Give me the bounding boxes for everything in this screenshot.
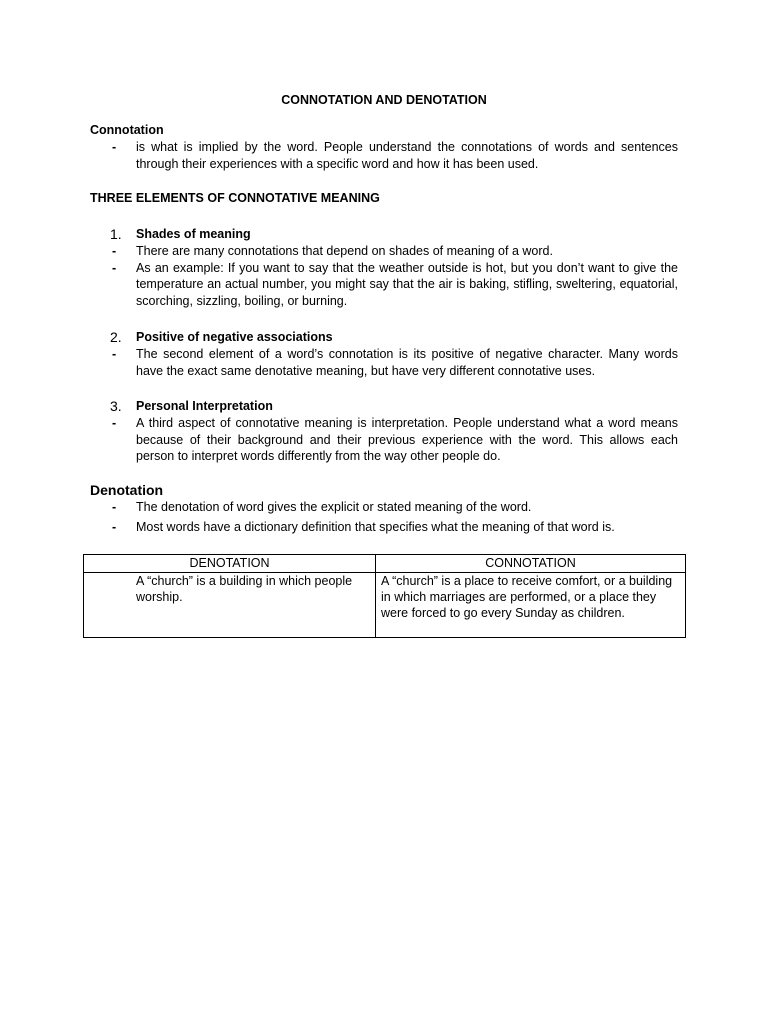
- connotation-section: [90, 122, 678, 172]
- table-cell-connotation: A “church” is a place to receive comfort, or a building in which marriages are performed, or a place they were forced to go every Sunday as children.: [376, 573, 686, 638]
- bullet-dash: -: [112, 519, 117, 534]
- element-3-bullet-1: [90, 415, 678, 465]
- bullet-text: A third aspect of connotative meaning is interpretation. People understand what a word means because of their background and their previous experience with the word. This allows each person to interpret words differently from the way other people do.: [136, 415, 678, 464]
- comparison-table: [83, 554, 686, 638]
- table-row: [84, 573, 686, 638]
- list-number: 2.: [110, 329, 122, 345]
- list-number: 3.: [110, 398, 122, 414]
- table-cell-denotation: A “church” is a building in which people worship.: [84, 573, 376, 638]
- bullet-dash: -: [112, 139, 117, 154]
- bullet-dash: -: [112, 346, 117, 361]
- denotation-bullet-1: [90, 499, 678, 516]
- bullet-dash: -: [112, 243, 117, 258]
- denotation-bullet-2: [90, 519, 678, 536]
- bullet-text: The second element of a word’s connotation is its positive of negative character. Many words have the exact same denotative meaning, but have very different connotative uses.: [136, 346, 678, 378]
- table-header-row: [84, 555, 686, 573]
- denotation-section: [90, 482, 678, 535]
- element-1-bullet-2: [90, 260, 678, 310]
- element-2-bullet-1: [90, 346, 678, 380]
- element-3-section: [90, 398, 678, 465]
- denotation-heading: Denotation: [90, 482, 164, 498]
- element-1-bullet-1: [90, 243, 678, 260]
- bullet-text: As an example: If you want to say that the weather outside is hot, but you don’t want to give the temperature an actual number, you might say that the air is baking, stifling, sweltering, equatorial, scorching, sizzling, boiling, or burning.: [136, 260, 678, 309]
- element-2-section: [90, 329, 678, 379]
- bullet-dash: -: [112, 415, 117, 430]
- element-1-title-item: [90, 226, 678, 243]
- connotation-definition: is what is implied by the word. People understand the connotations of words and sentences through their experiences with a specific word and how it has been used.: [136, 139, 678, 171]
- bullet-text: There are many connotations that depend on shades of meaning of a word.: [136, 243, 553, 258]
- table-header-denotation: DENOTATION: [84, 555, 376, 573]
- element-3-title-item: [90, 398, 678, 415]
- elements-heading: THREE ELEMENTS OF CONNOTATIVE MEANING: [90, 191, 380, 205]
- element-1-section: [90, 226, 678, 310]
- bullet-text: Most words have a dictionary definition that specifies what the meaning of that word is.: [136, 519, 615, 534]
- connotation-definition-item: [90, 139, 678, 173]
- table-header-connotation: CONNOTATION: [376, 555, 686, 573]
- element-1-title: Shades of meaning: [136, 227, 251, 241]
- bullet-dash: -: [112, 260, 117, 275]
- connotation-heading: Connotation: [90, 123, 164, 137]
- list-number: 1.: [110, 226, 122, 242]
- bullet-dash: -: [112, 499, 117, 514]
- element-2-title: Positive of negative associations: [136, 330, 333, 344]
- element-2-title-item: [90, 329, 678, 346]
- document-title: CONNOTATION AND DENOTATION: [281, 93, 487, 107]
- element-3-title: Personal Interpretation: [136, 399, 273, 413]
- bullet-text: The denotation of word gives the explicit or stated meaning of the word.: [136, 499, 532, 514]
